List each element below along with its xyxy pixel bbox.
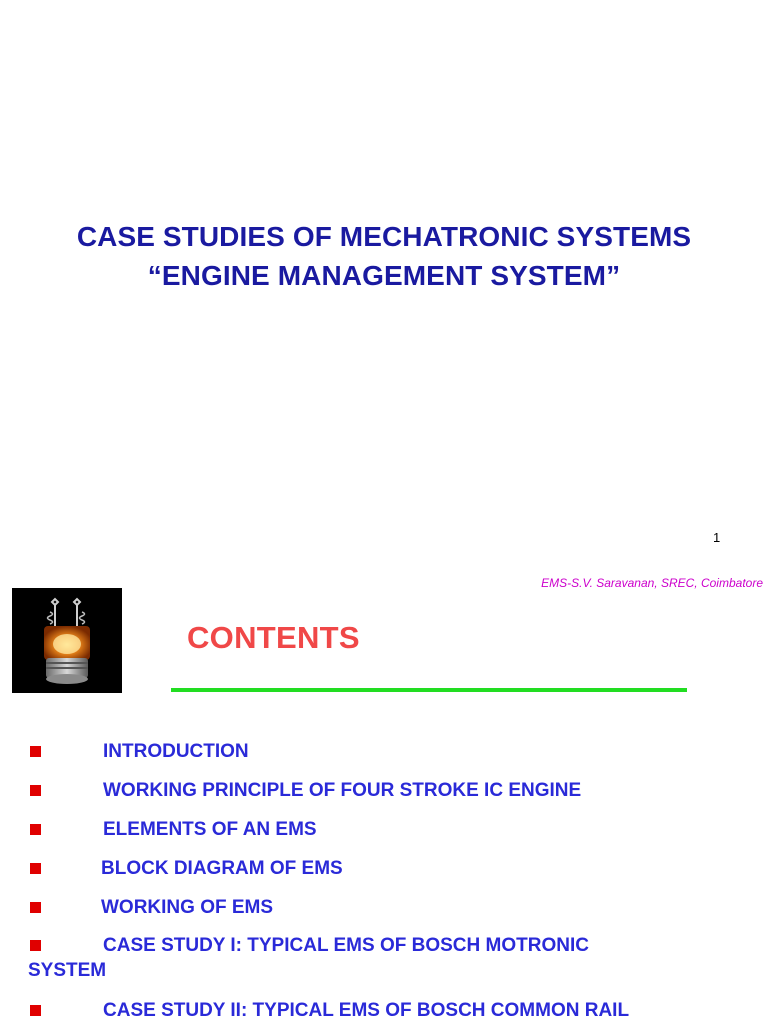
slide-title	[0, 217, 768, 295]
toc-item-label: INTRODUCTION	[103, 741, 249, 762]
red-square-bullet-icon	[30, 746, 41, 757]
toc-item-label-continued: SYSTEM	[28, 960, 107, 981]
page-number: 1	[713, 530, 721, 545]
slide-title-line-1: CASE STUDIES OF MECHATRONIC SYSTEMS	[76, 221, 692, 252]
engine-piston-icon	[12, 588, 122, 693]
toc-item-label: CASE STUDY II: TYPICAL EMS OF BOSCH COMMON RAIL	[103, 1000, 630, 1021]
red-square-bullet-icon	[30, 863, 41, 874]
contents-heading: CONTENTS	[187, 620, 360, 655]
red-square-bullet-icon	[30, 1005, 41, 1016]
footer-credit: EMS-S.V. Saravanan, SREC, Coimbatore	[541, 576, 763, 590]
toc-item-label: WORKING PRINCIPLE OF FOUR STROKE IC ENGINE	[103, 780, 582, 801]
red-square-bullet-icon	[30, 785, 41, 796]
red-square-bullet-icon	[30, 824, 41, 835]
toc-item-label: ELEMENTS OF AN EMS	[103, 819, 317, 840]
toc-item-label: CASE STUDY I: TYPICAL EMS OF BOSCH MOTRONIC	[103, 935, 589, 956]
red-square-bullet-icon	[30, 902, 41, 913]
contents-divider	[171, 688, 687, 692]
toc-item-label: WORKING OF EMS	[101, 897, 274, 918]
toc-item-label: BLOCK DIAGRAM OF EMS	[101, 858, 343, 879]
red-square-bullet-icon	[30, 940, 41, 951]
slide-title-line-2: “ENGINE MANAGEMENT SYSTEM”	[147, 260, 621, 291]
